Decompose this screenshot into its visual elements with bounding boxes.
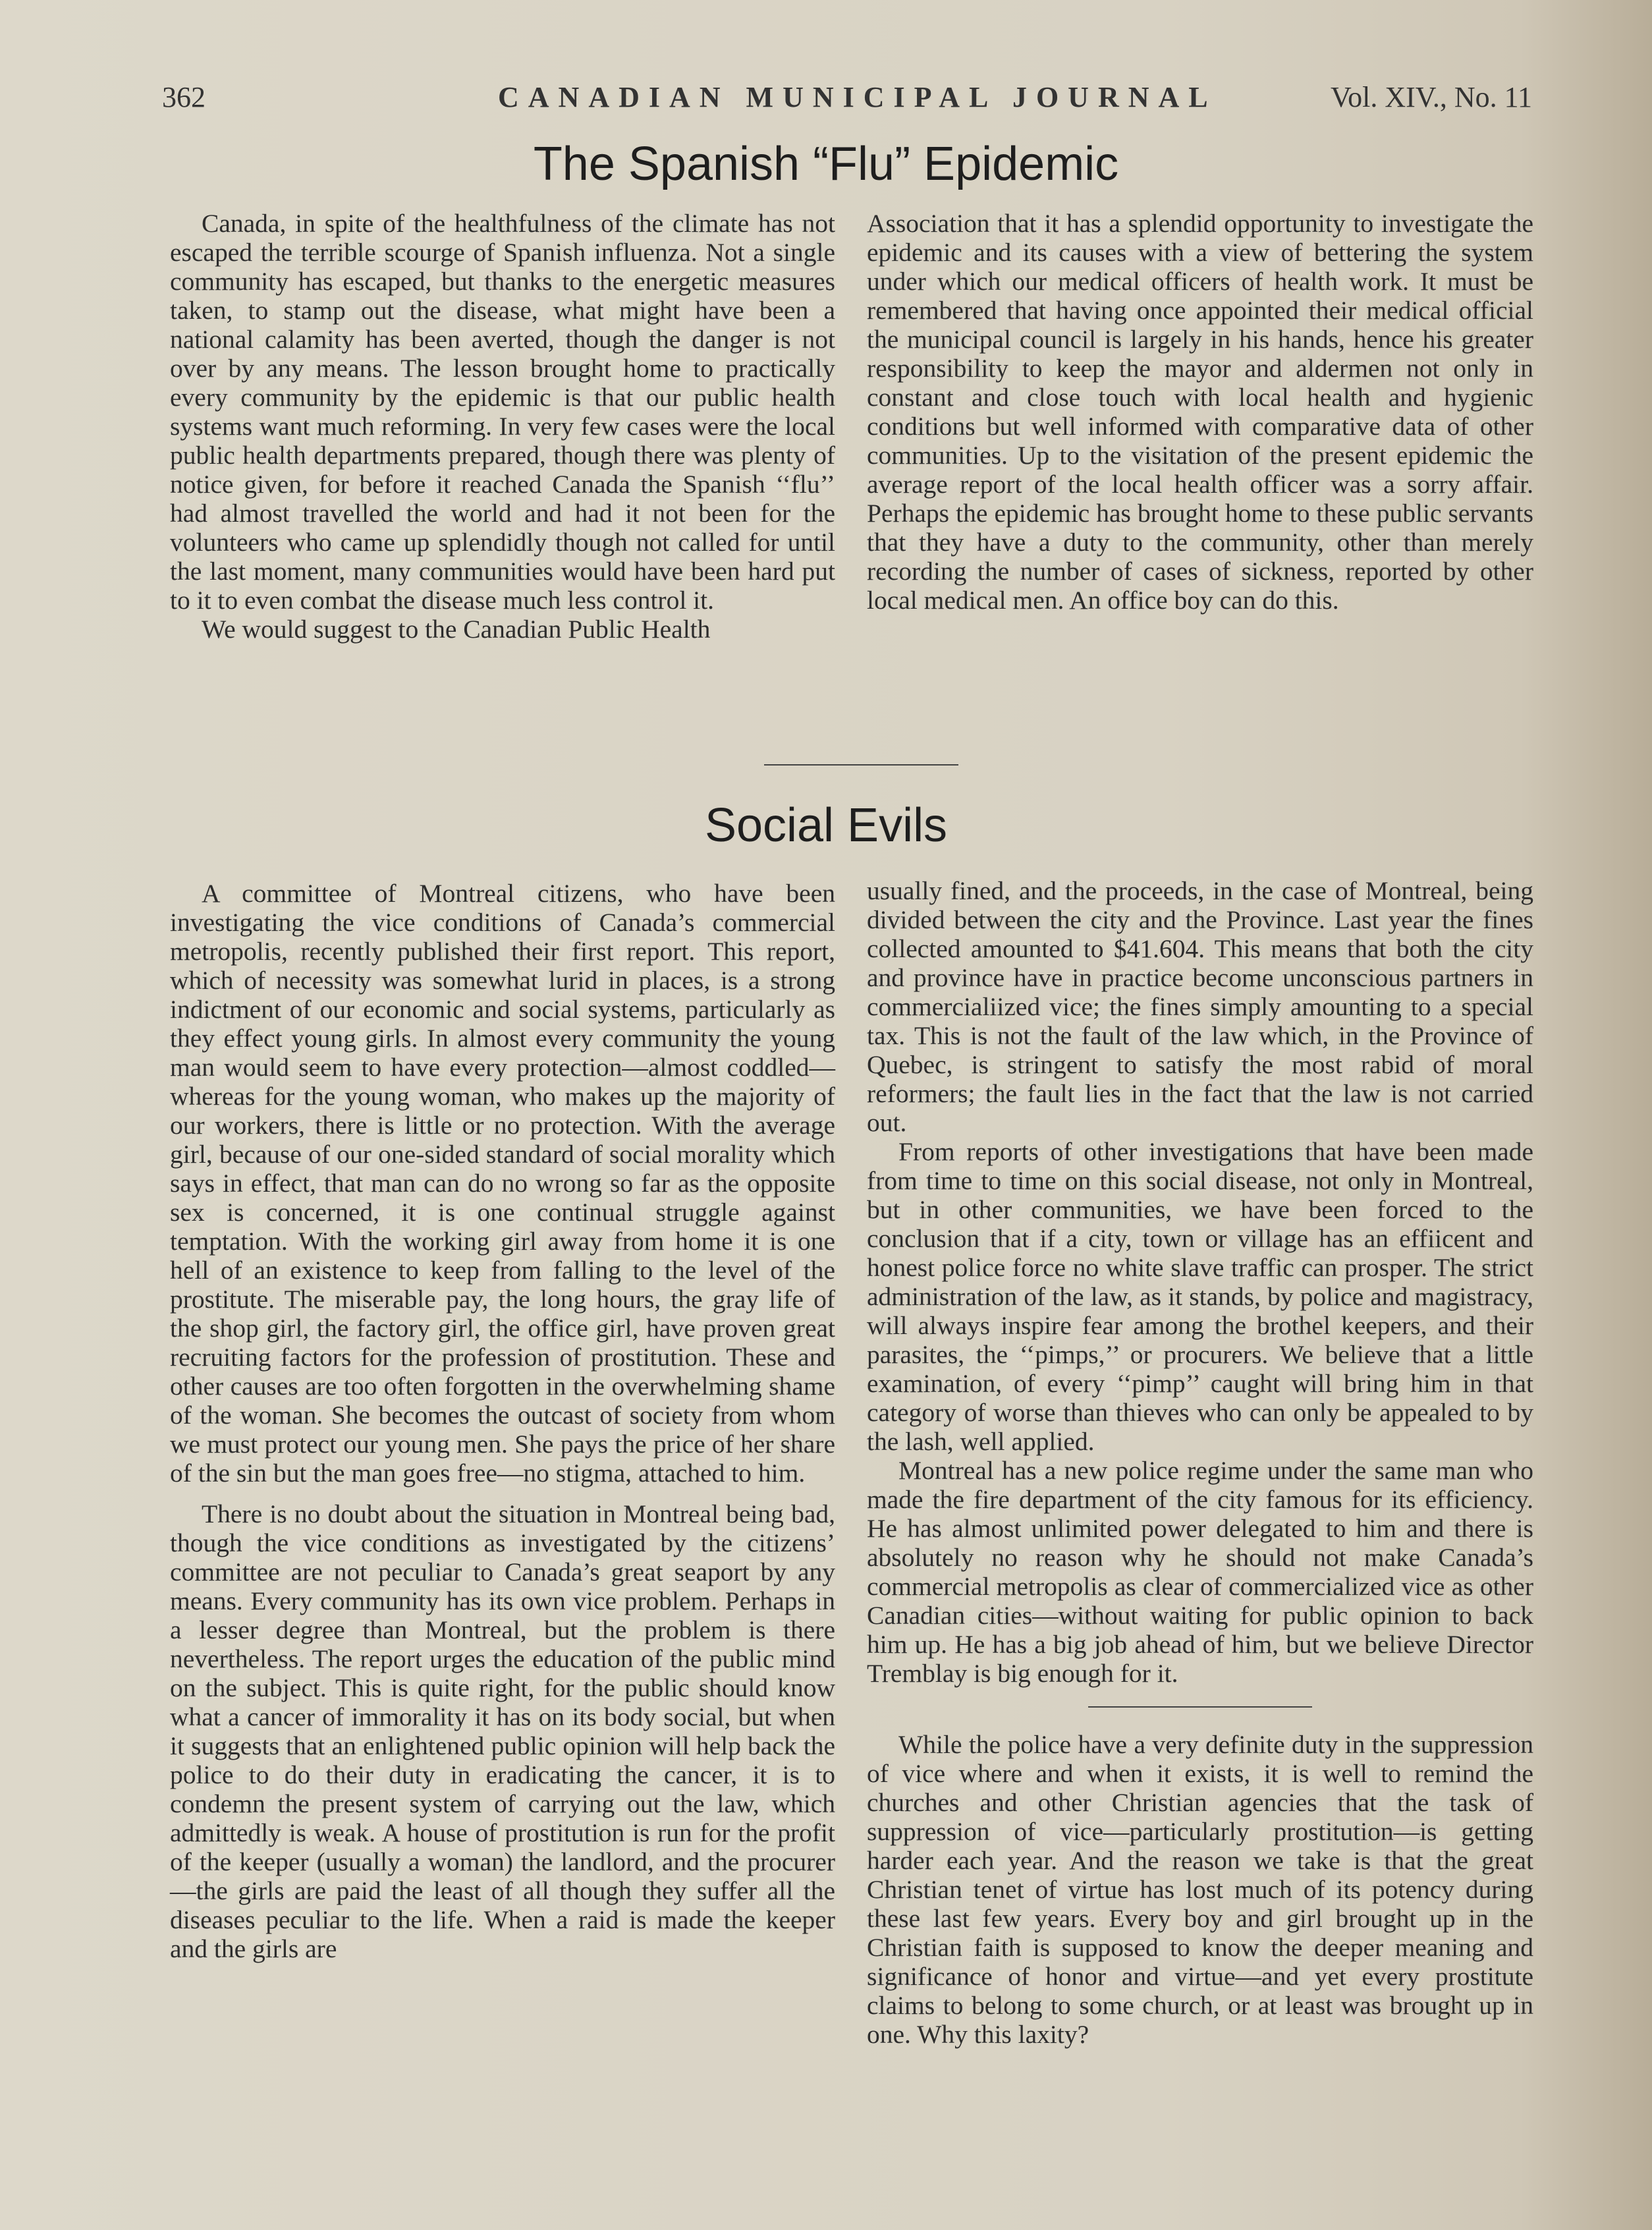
article-title-spanish-flu: The Spanish “Flu” Epidemic — [533, 138, 1119, 190]
article-spanish-flu-column-1 — [170, 209, 835, 744]
page-header — [162, 71, 1532, 117]
page-number: 362 — [162, 81, 206, 113]
article-social-evils-column-2 — [867, 876, 1533, 2214]
paragraph: Canada, in spite of the healthfulness of the climate has not escaped the terrible scourge of Spanish influenza. Not a single community has escaped, but thanks to the energetic measures taken, to stamp out the disease, what might have been a national calamity has been averted, though the danger is not over by any means. The lesson brought home to practically every community by the epidemic is that our public health systems want much reforming. In very few cases were the local public health departments prepared, though there was plenty of notice given, for before it reached Canada the Spanish ‘‘flu’’ had almost travelled the world and had it not been for the volunteers who came up splendidly though not called for until the last moment, many communities would have been hard put to it to even combat the disease much less control it. — [170, 209, 835, 615]
section-divider — [764, 764, 958, 766]
journal-title: CANADIAN MUNICIPAL JOURNAL — [498, 81, 1217, 113]
paragraph: There is no doubt about the situation in Montreal being bad, though the vice conditions as investigated by the citizens’ committee are not peculiar to Canada’s great seaport by any means. Every community has its own vice problem. Perhaps in a lesser degree than Montreal, but the problem is there nevertheless. The report urges the education of the public mind on the subject. This is quite right, for the public should know what a cancer of immorality it has on its body social, but when it suggests that an enlightened public opinion will help back the police to do their duty in eradicating the cancer, it is to condemn the present system of carrying out the law, which admittedly is weak. A house of prostitution is run for the profit of the keeper (usually a woman) the landlord, and the procurer—the girls are paid the least of all though they suffer all the diseases peculiar to the life. When a raid is made the keeper and the girls are — [170, 1499, 835, 1963]
paragraph: We would suggest to the Canadian Public Health — [202, 615, 711, 644]
article-social-evils-column-1 — [170, 879, 835, 2213]
paragraph: A committee of Montreal citizens, who have been investigating the vice conditions of Canada’s commercial metropolis, recently published their first report. This report, which of necessity was somewhat lurid in places, is a strong indictment of our economic and social systems, particularly as they effect young girls. In almost every community the young man would seem to have every protection—almost coddled—whereas for the young woman, who makes up the majority of our workers, there is little or no protection. With the average girl, because of our one-sided standard of social morality which says in effect, that man can do no wrong so far as the opposite sex is concerned, it is one continual struggle against temptation. With the working girl away from home it is one hell of an existence to keep from falling to the level of the prostitute. The miserable pay, the long hours, the gray life of the shop girl, the factory girl, the office girl, have proven great recruiting factors for the profession of prostitution. These and other causes are too often forgotten in the overwhelming shame of the woman. She becomes the outcast of society from whom we must protect our young men. She pays the price of her share of the sin but the man goes free—no stigma, attached to him. — [170, 879, 835, 1488]
paragraph: Montreal has a new police regime under the same man who made the fire department of the city famous for its efficiency. He has almost unlimited power delegated to him and there is absolutely no reason why he should not make Canada’s commercial metropolis as clear of commercialized vice as other Canadian cities—without waiting for public opinion to back him up. He has a big job ahead of him, but we believe Director Tremblay is big enough for it. — [867, 1456, 1533, 1688]
paragraph: Association that it has a splendid opportunity to investigate the epidemic and its causes with a view of bettering the system under which our medical officers of health work. It must be remembered that having once appointed their medical official the municipal council is largely in his hands, hence his greater responsibility to keep the mayor and aldermen not only in constant and close touch with local health and hygienic conditions but well informed with comparative data of other communities. Up to the visitation of the present epidemic the average report of the local health officer was a sorry affair. Perhaps the epidemic has brought home to these public servants that they have a duty to the community, other than merely recording the number of cases of sickness, reported by other local medical men. An office boy can do this. — [867, 209, 1533, 615]
paragraph: From reports of other investigations that have been made from time to time on this social disease, not only in Montreal, but in other communities, we have been forced to the conclusion that if a city, town or village has an effiicent and honest police force no white slave traffic can prosper. The strict administration of the law, as it stands, by police and magistracy, will always inspire fear among the brothel keepers, and their parasites, the ‘‘pimps,’’ or procurers. We believe that a little examination, of every ‘‘pimp’’ caught will bring him in that category of worse than thieves who can only be appealed to by the lash, well applied. — [867, 1137, 1533, 1456]
paragraph-divider — [1088, 1706, 1312, 1708]
volume-number: Vol. XIV., No. 11 — [1330, 81, 1532, 113]
article-spanish-flu-column-2 — [867, 209, 1533, 744]
paragraph: While the police have a very definite duty in the suppression of vice where and when it exists, it is well to remind the churches and other Christian agencies that the task of suppression of vice—particularly prostitution—is getting harder each year. And the reason we take is that the great Christian tenet of virtue has lost much of its potency during these last few years. Every boy and girl brought up in the Christian faith is supposed to know the deeper meaning and significance of honor and virtue—and yet every prostitute claims to belong to some church, or at least was brought up in one. Why this laxity? — [867, 1730, 1533, 2049]
article-title-social-evils: Social Evils — [704, 799, 948, 852]
paragraph: usually fined, and the proceeds, in the case of Montreal, being divided between the city and the Province. Last year the fines collected amounted to $41.604. This means that both the city and province have in practice become unconscious partners in commercialiized vice; the fines simply amounting to a special tax. This is not the fault of the law which, in the Province of Quebec, is stringent to satisfy the most rabid of moral reformers; the fault lies in the fact that the law is not carried out. — [867, 876, 1533, 1137]
